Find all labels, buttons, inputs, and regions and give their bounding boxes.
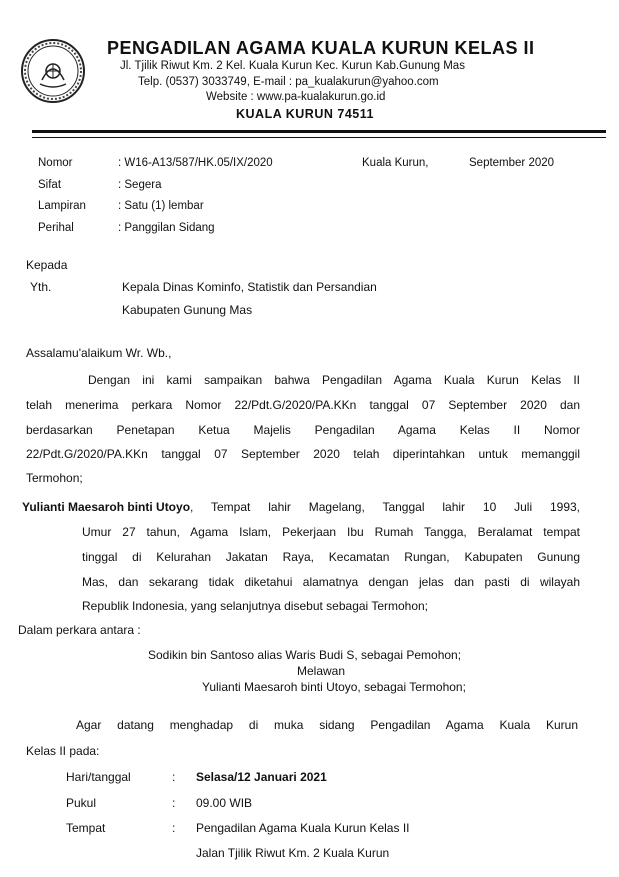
paragraph1-line3: berdasarkan Penetapan Ketua Majelis Pengadilan Agama Kelas II Nomor xyxy=(26,423,580,437)
paragraph1-line5: Termohon; xyxy=(26,471,83,485)
header-rule-thick xyxy=(32,130,606,133)
place-date: September 2020 xyxy=(469,157,555,169)
party-pemohon: Sodikin bin Santoso alias Waris Budi S, sebagai Pemohon; xyxy=(148,648,462,662)
greeting: Assalamu'alaikum Wr. Wb., xyxy=(26,346,172,360)
perkara-intro: Dalam perkara antara : xyxy=(18,623,141,637)
perihal-value: : Panggilan Sidang xyxy=(118,222,215,234)
perihal-label: Perihal xyxy=(38,222,74,234)
paragraph1-line2: telah menerima perkara Nomor 22/Pdt.G/2020/PA.KKn tanggal 07 September 2020 dan xyxy=(26,398,580,412)
lampiran-value: : Satu (1) lembar xyxy=(118,200,204,212)
schedule-tempat-value1: Pengadilan Agama Kuala Kurun Kelas II xyxy=(196,821,410,835)
paragraph2-line1 xyxy=(22,500,580,514)
schedule-tempat-label: Tempat xyxy=(66,821,106,835)
paragraph1-line1: Dengan ini kami sampaikan bahwa Pengadilan Agama Kuala Kurun Kelas II xyxy=(88,373,580,387)
letterhead-address: Jl. Tjilik Riwut Km. 2 Kel. Kuala Kurun Kec. Kurun Kab.Gunung Mas xyxy=(120,60,465,72)
sifat-value: : Segera xyxy=(118,179,162,191)
sifat-label: Sifat xyxy=(38,179,62,191)
schedule-tempat-colon: : xyxy=(172,821,176,835)
recipient-line2: Kabupaten Gunung Mas xyxy=(122,303,253,317)
lampiran-label: Lampiran xyxy=(38,200,86,212)
recipient-yth: Yth. xyxy=(30,280,52,294)
respondent-name: Yulianti Maesaroh binti Utoyo xyxy=(22,500,191,514)
recipient-line1: Kepala Dinas Kominfo, Statistik dan Persandian xyxy=(122,280,377,294)
schedule-pukul-value: 09.00 WIB xyxy=(196,796,253,810)
schedule-pukul-label: Pukul xyxy=(66,796,97,810)
nomor-value: : W16-A13/587/HK.05/IX/2020 xyxy=(118,157,273,169)
place-city: Kuala Kurun, xyxy=(362,157,429,169)
melawan: Melawan xyxy=(297,664,346,678)
schedule-hari-label: Hari/tanggal xyxy=(66,770,131,784)
recipient-kepada: Kepada xyxy=(26,258,68,272)
paragraph2-line2: Umur 27 tahun, Agama Islam, Pekerjaan Ibu Rumah Tangga, Beralamat tempat xyxy=(82,525,580,539)
schedule-tempat-value2: Jalan Tjilik Riwut Km. 2 Kuala Kurun xyxy=(196,846,390,860)
schedule-hari-value: Selasa/12 Januari 2021 xyxy=(196,770,327,784)
letterhead-city: KUALA KURUN 74511 xyxy=(236,107,374,121)
paragraph2-line1-rest: , Tempat lahir Magelang, Tanggal lahir 10 Juli 1993, xyxy=(190,500,580,514)
paragraph2-line4: Mas, dan sekarang tidak diketahui alamatnya dengan jelas dan pasti di wilayah xyxy=(82,575,580,589)
schedule-pukul-colon: : xyxy=(172,796,176,810)
header-rule-thin xyxy=(32,137,606,138)
court-seal-logo xyxy=(20,38,86,104)
paragraph2-line5: Republik Indonesia, yang selanjutnya disebut sebagai Termohon; xyxy=(82,599,429,613)
letterhead-title: PENGADILAN AGAMA KUALA KURUN KELAS II xyxy=(107,38,535,58)
paragraph3-line1: Agar datang menghadap di muka sidang Pengadilan Agama Kuala Kurun xyxy=(76,718,578,732)
letterhead-contact: Telp. (0537) 3033749, E-mail : pa_kualakurun@yahoo.com xyxy=(138,76,439,88)
party-termohon: Yulianti Maesaroh binti Utoyo, sebagai Termohon; xyxy=(202,680,466,694)
nomor-label: Nomor xyxy=(38,157,73,169)
paragraph3-line2: Kelas II pada: xyxy=(26,744,100,758)
paragraph1-line4: 22/Pdt.G/2020/PA.KKn tanggal 07 September 2020 telah diperintahkan untuk memanggil xyxy=(26,447,580,461)
letterhead-website: Website : www.pa-kualakurun.go.id xyxy=(206,91,386,103)
schedule-hari-colon: : xyxy=(172,770,176,784)
paragraph2-line3: tinggal di Kelurahan Jakatan Raya, Kecamatan Rungan, Kabupaten Gunung xyxy=(82,550,580,564)
